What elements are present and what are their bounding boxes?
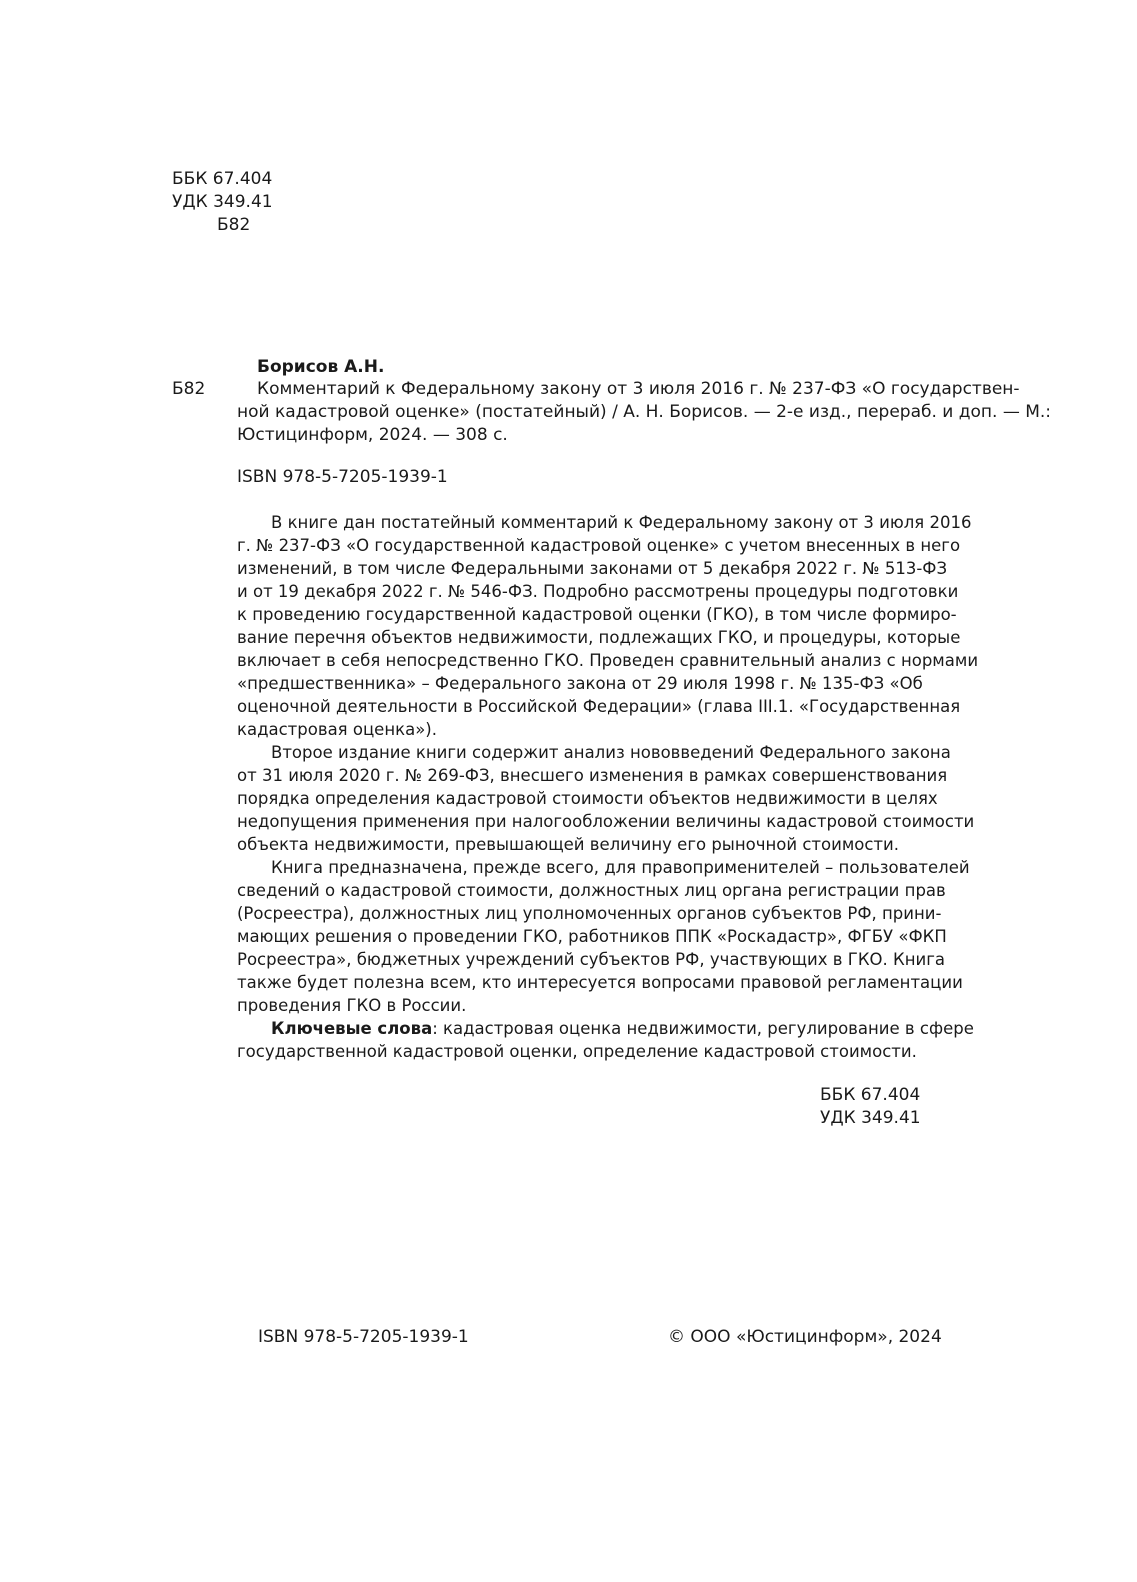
isbn-record: ISBN 978-5-7205-1939-1 [237, 467, 448, 487]
bibliographic-description [237, 378, 1052, 447]
abstract-line: к проведению государственной кадастровой оценки (ГКО), в том числе формиро- [237, 605, 957, 624]
footer-copyright: © ООО «Юстицинформ», 2024 [668, 1327, 942, 1347]
udk-code: УДК 349.41 [820, 1108, 921, 1128]
biblio-line: Комментарий к Федеральному закону от 3 июля 2016 г. № 237-ФЗ «О государствен- [257, 379, 1020, 399]
abstract-line: включает в себя непосредственно ГКО. Проведен сравнительный анализ с нормами [237, 651, 979, 670]
abstract-line: вание перечня объектов недвижимости, подлежащих ГКО, и процедуры, которые [237, 628, 961, 647]
abstract-line: объекта недвижимости, превышающей величину его рыночной стоимости. [237, 835, 900, 854]
abstract-line: изменений, в том числе Федеральными законами от 5 декабря 2022 г. № 513-ФЗ [237, 559, 948, 578]
abstract-line: недопущения применения при налогообложении величины кадастровой стоимости [237, 812, 975, 831]
cutter-code: Б82 [217, 215, 251, 235]
abstract-line: (Росреестра), должностных лиц уполномоченных органов субъектов РФ, прини- [237, 904, 942, 923]
abstract-line: В книге дан постатейный комментарий к Федеральному закону от 3 июля 2016 [271, 513, 972, 532]
abstract-line: проведения ГКО в России. [237, 996, 467, 1015]
abstract-line: Второе издание книги содержит анализ нововведений Федерального закона [271, 743, 951, 762]
abstract-line: оценочной деятельности в Российской Федерации» (глава III.1. «Государственная [237, 697, 961, 716]
abstract-line: «предшественника» – Федерального закона от 29 июля 1998 г. № 135-ФЗ «Об [237, 674, 923, 693]
abstract-line: Росреестра», бюджетных учреждений субъектов РФ, участвующих в ГКО. Книга [237, 950, 946, 969]
abstract-paragraph-2 [237, 741, 975, 856]
abstract-line: кадастровая оценка»). [237, 720, 437, 739]
book-abstract [237, 511, 979, 1063]
bbk-code: ББК 67.404 [172, 169, 273, 189]
bbk-code: ББК 67.404 [820, 1085, 921, 1105]
author-name: Борисов А.Н. [257, 357, 385, 377]
classification-codes-bottom [820, 1084, 921, 1130]
footer-isbn: ISBN 978-5-7205-1939-1 [258, 1327, 469, 1347]
keywords-text: : кадастровая оценка недвижимости, регулирование в сфере [432, 1019, 974, 1038]
abstract-line: сведений о кадастровой стоимости, должностных лиц органа регистрации прав [237, 881, 946, 900]
abstract-line: и от 19 декабря 2022 г. № 546-ФЗ. Подробно рассмотрены процедуры подготовки [237, 582, 959, 601]
keywords-line: государственной кадастровой оценки, определение кадастровой стоимости. [237, 1042, 917, 1061]
biblio-line: Юстицинформ, 2024. — 308 с. [237, 425, 508, 445]
biblio-line: ной кадастровой оценке» (постатейный) / А. Н. Борисов. — 2-е изд., перераб. и доп. — М.: [237, 402, 1052, 422]
abstract-line: мающих решения о проведении ГКО, работников ППК «Роскадастр», ФГБУ «ФКП [237, 927, 947, 946]
keywords-line [237, 1017, 974, 1040]
abstract-paragraph-1 [237, 511, 979, 741]
keywords-label: Ключевые слова [271, 1019, 433, 1038]
abstract-line: г. № 237-ФЗ «О государственной кадастровой оценке» с учетом внесенных в него [237, 536, 961, 555]
abstract-line: от 31 июля 2020 г. № 269-ФЗ, внесшего изменения в рамках совершенствования [237, 766, 948, 785]
abstract-line: Книга предназначена, прежде всего, для правоприменителей – пользователей [271, 858, 970, 877]
abstract-line: порядка определения кадастровой стоимости объектов недвижимости в целях [237, 789, 938, 808]
abstract-line: также будет полезна всем, кто интересуется вопросами правовой регламентации [237, 973, 963, 992]
classification-codes-top [172, 168, 273, 237]
record-cutter-code: Б82 [172, 379, 206, 399]
abstract-paragraph-3 [237, 856, 970, 1017]
keywords-paragraph [237, 1017, 974, 1063]
udk-code: УДК 349.41 [172, 192, 273, 212]
